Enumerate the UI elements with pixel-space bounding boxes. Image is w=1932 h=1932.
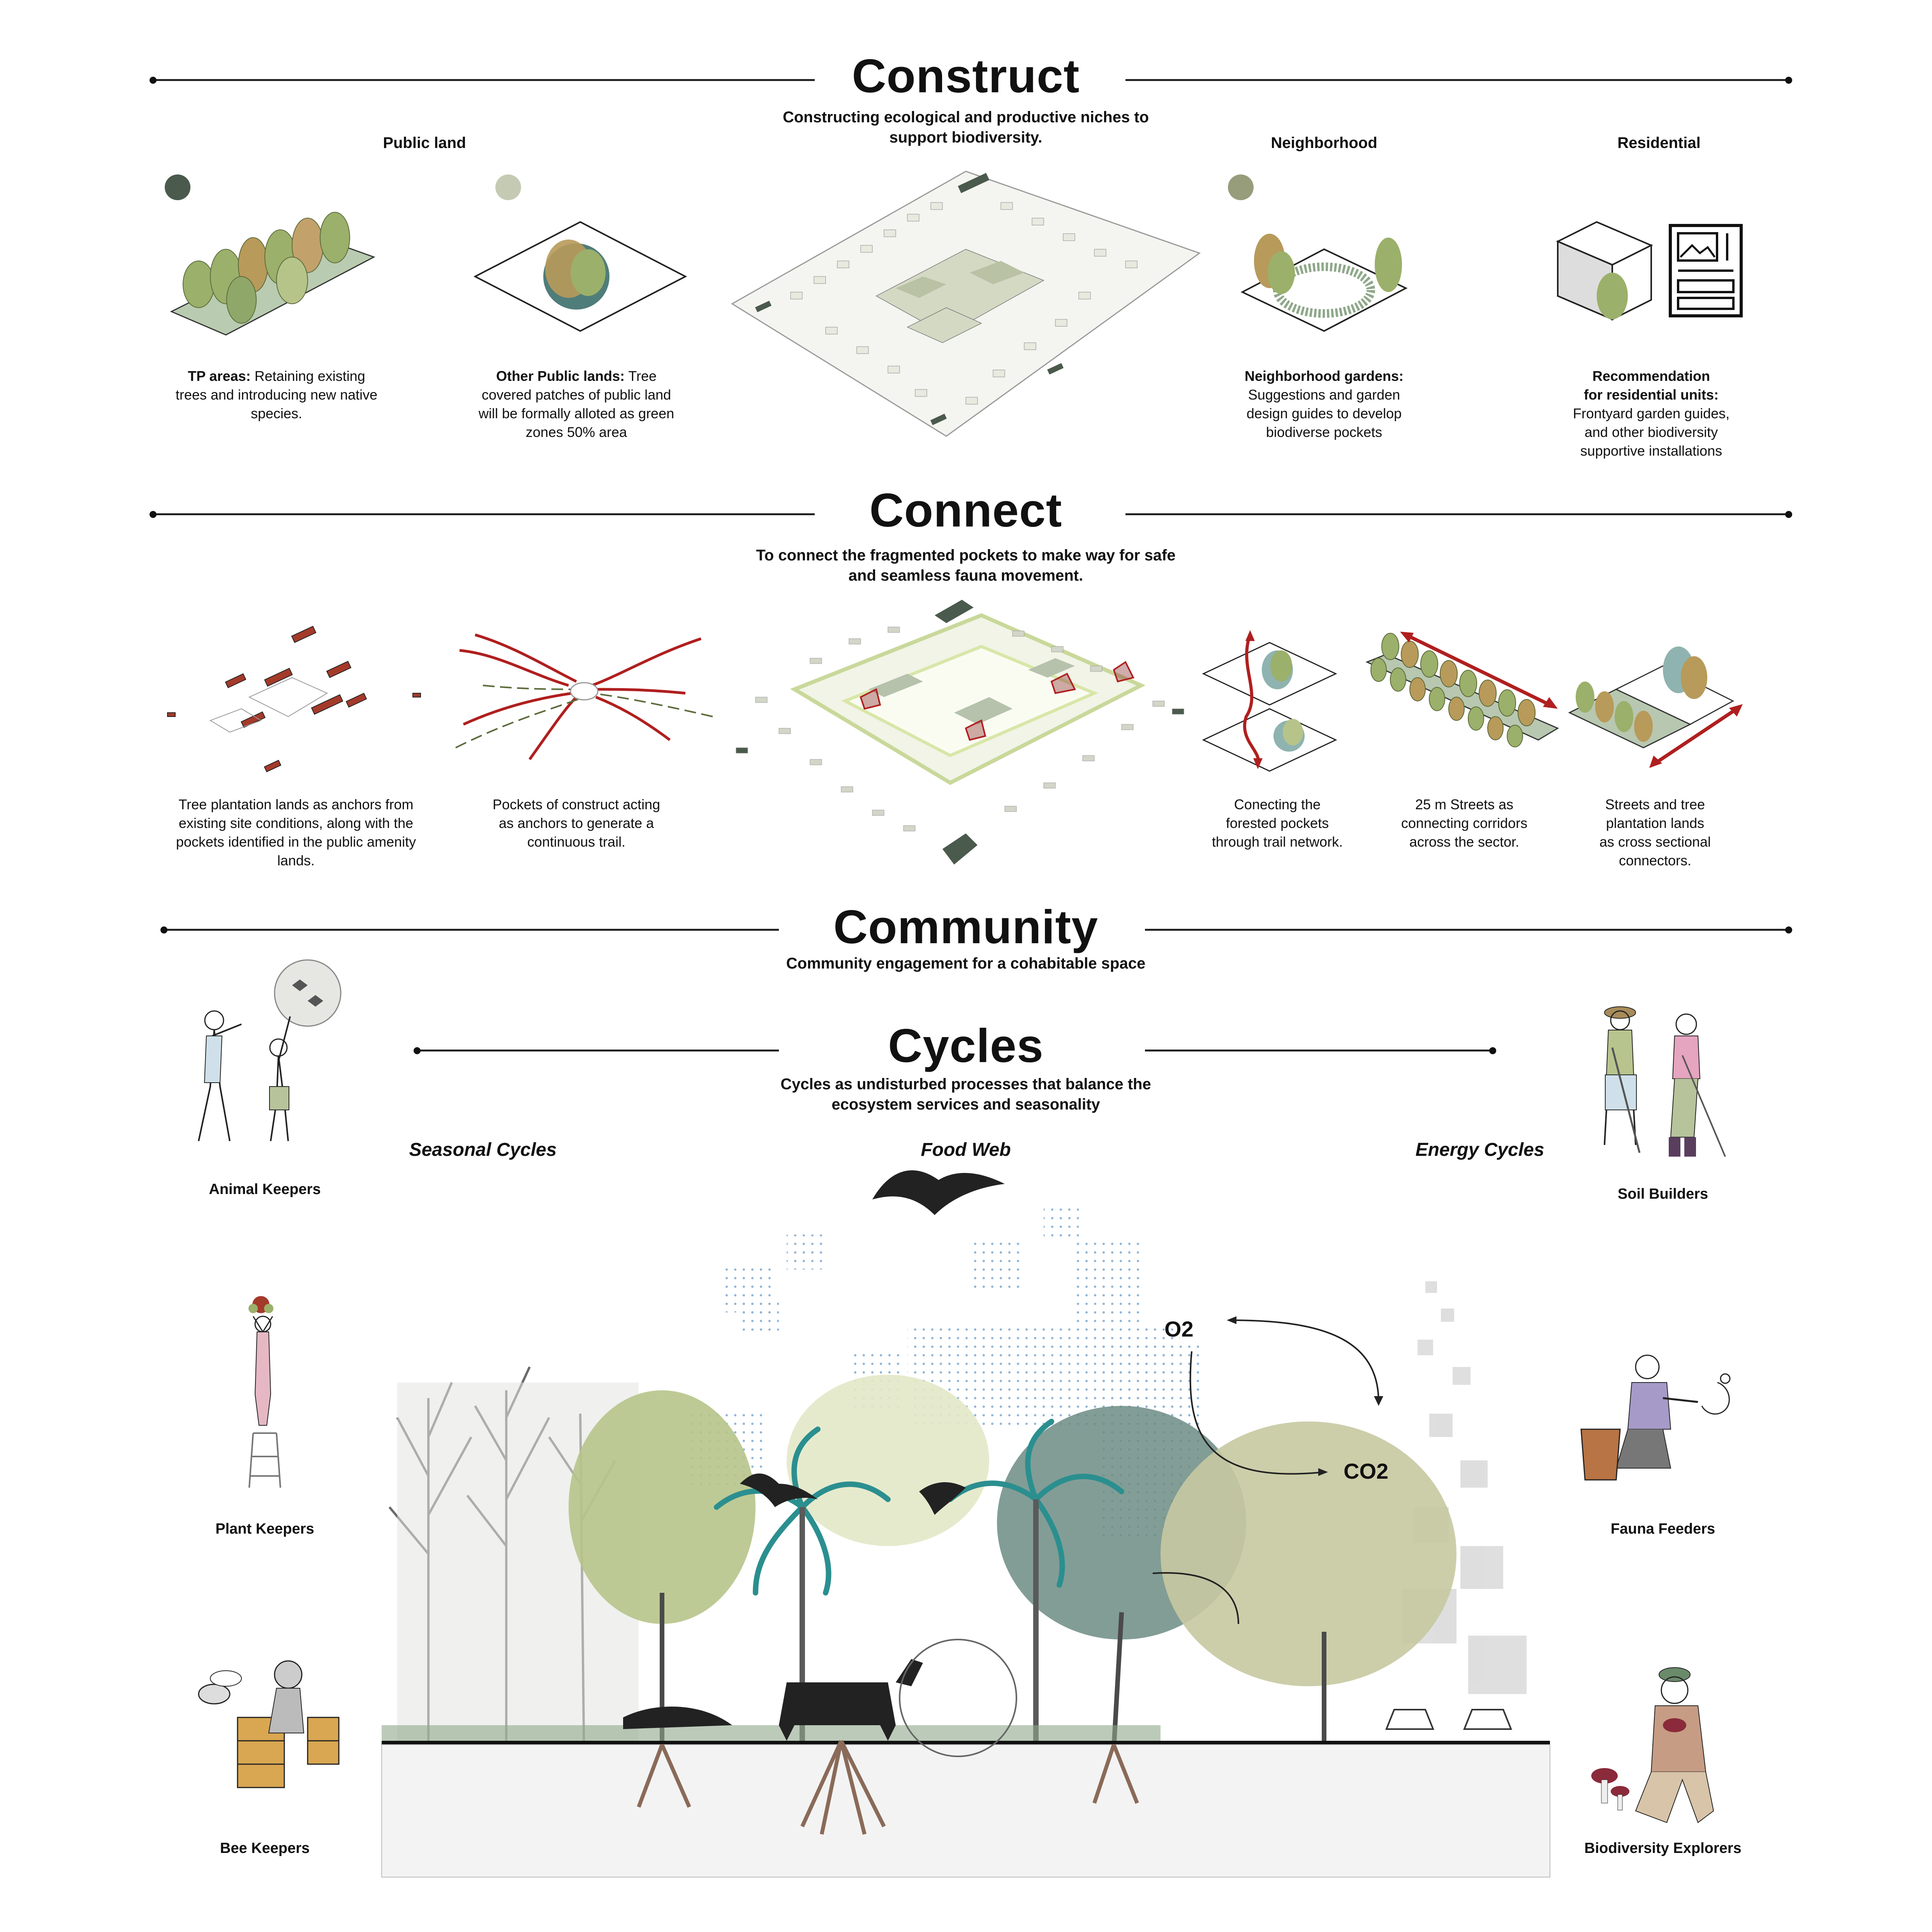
plantation-anchors-diagram [164,619,436,775]
connect-caption-5 [1566,795,1745,870]
connect-rule-right-dot [1785,511,1792,518]
construct-subtitle-line2: support biodiversity. [889,129,1043,146]
cycles-rule-right-dot [1489,1047,1496,1054]
connect-subtitle [674,545,1258,586]
construct-rule-left-dot [150,77,157,84]
animal-keepers-label: Animal Keepers [209,1181,321,1198]
plant-keepers-label: Plant Keepers [215,1521,314,1537]
connect-rule-left-dot [150,511,157,518]
connect-caption-2-line3: continuous trail. [527,834,626,850]
construct-rule-right-dot [1785,77,1792,84]
tp-areas-bold: TP areas: [188,368,251,384]
connect-caption-1-line1: Tree plantation lands as anchors from [178,796,414,812]
ecosystem-section-illustration [382,1164,1550,1877]
neighborhood-gardens-text-1: Suggestions and garden [1248,387,1400,403]
light-sage-swatch [495,174,521,200]
garden-guide-document-icon [1669,224,1743,317]
biodiversity-explorers-illustration [1581,1663,1737,1834]
neighborhood-heading: Neighborhood [1271,134,1377,151]
other-public-lands-text-2: covered patches of public land [481,387,671,403]
tp-areas-text-1: Retaining existing [250,368,365,384]
residential-recommendation-caption [1530,367,1772,460]
other-public-land-illustration [471,218,689,335]
tp-areas-caption [156,367,397,423]
residential-text-1: Frontyard garden guides, [1573,405,1730,421]
connect-title: Connect [869,484,1062,537]
community-rule-left [164,929,779,931]
mid-olive-swatch [1228,174,1254,200]
other-public-lands-text-3: will be formally alloted as green [478,405,675,421]
residential-heading: Residential [1617,134,1701,151]
residential-bold-2: for residential units: [1583,387,1719,403]
connect-subtitle-line2: and seamless fauna movement. [848,567,1083,584]
connect-caption-4 [1375,795,1554,851]
connect-subtitle-line1: To connect the fragmented pockets to make way for safe [756,547,1176,564]
residential-bold-1: Recommendation [1592,368,1710,384]
energy-cycles-heading: Energy Cycles [1415,1139,1545,1160]
connect-caption-3-line3: through trail network. [1212,834,1343,850]
community-rule-right [1145,929,1788,931]
street-corridor-diagram [1363,627,1566,752]
community-title: Community [833,900,1098,953]
connect-caption-5-line3: as cross sectional [1599,834,1711,850]
residential-text-3: supportive installations [1580,443,1722,459]
plant-keepers-illustration [230,1293,300,1495]
community-rule-left-dot [160,926,167,933]
dark-green-swatch [165,174,190,200]
cycles-rule-left-dot [414,1047,421,1054]
construct-title: Construct [852,49,1080,102]
public-land-heading: Public land [383,134,466,151]
tp-areas-text-2: trees and introducing new native [175,387,378,403]
connect-network-map [732,600,1199,865]
community-rule-right-dot [1785,926,1792,933]
cycles-rule-left [417,1050,779,1051]
neighborhood-gardens-bold: Neighborhood gardens: [1245,368,1404,384]
connect-caption-5-line2: plantation lands [1606,815,1705,831]
connect-caption-2 [456,795,697,851]
other-public-lands-caption [456,367,697,442]
co2-label: CO2 [1344,1459,1389,1483]
connect-caption-1-line3: pockets identified in the public amenity [176,834,416,850]
neighborhood-garden-illustration [1238,226,1410,335]
tp-areas-text-3: species. [250,405,303,421]
residential-text-2: and other biodiversity [1584,424,1718,440]
bee-keepers-label: Bee Keepers [220,1840,310,1856]
residential-unit-icon [1554,218,1663,327]
connect-rule-left [153,513,815,515]
connect-caption-3-line1: Conecting the [1234,796,1321,812]
connect-caption-2-line1: Pockets of construct acting [492,796,660,812]
community-subtitle: Community engagement for a cohabitable space [786,955,1146,972]
other-public-lands-text-4: zones 50% area [525,424,627,440]
connect-caption-2-line2: as anchors to generate a [498,815,654,831]
cycles-subtitle-line2: ecosystem services and seasonality [831,1096,1100,1113]
neighborhood-gardens-text-3: biodiverse pockets [1266,424,1383,440]
connect-caption-3-line2: forested pockets [1226,815,1329,831]
connect-caption-5-line1: Streets and tree [1605,796,1705,812]
connect-caption-3 [1188,795,1367,851]
connect-caption-4-line1: 25 m Streets as [1415,796,1514,812]
cycles-title: Cycles [888,1019,1044,1072]
connect-caption-1 [156,795,436,870]
biodiversity-explorers-label: Biodiversity Explorers [1584,1840,1742,1856]
soil-builders-illustration [1581,997,1737,1164]
o2-label: O2 [1164,1317,1194,1341]
soil-builders-label: Soil Builders [1617,1186,1708,1202]
fauna-feeders-label: Fauna Feeders [1610,1521,1715,1537]
continuous-trail-diagram [452,631,717,771]
animal-keepers-illustration [183,958,347,1161]
fauna-feeders-illustration [1569,1351,1745,1492]
connect-caption-4-line2: connecting corridors [1401,815,1528,831]
neighborhood-gardens-caption [1203,367,1445,442]
tp-area-tree-strip-illustration [164,203,382,343]
other-public-lands-text-1: Tree [625,368,657,384]
cycles-subtitle [693,1074,1238,1115]
connect-caption-1-line4: lands. [277,852,315,868]
construct-rule-right [1125,79,1788,81]
seasonal-cycles-heading: Seasonal Cycles [409,1139,557,1160]
other-public-lands-bold: Other Public lands: [496,368,625,384]
construct-site-map [728,164,1203,444]
connect-caption-4-line3: across the sector. [1409,834,1520,850]
forested-pockets-trail-diagram [1199,627,1340,775]
construct-rule-left [153,79,815,81]
food-web-heading: Food Web [921,1139,1011,1160]
cycles-subtitle-line1: Cycles as undisturbed processes that balance the [780,1076,1151,1093]
cycles-rule-right [1145,1050,1492,1051]
connect-rule-right [1125,513,1788,515]
construct-subtitle [693,107,1238,148]
bee-keepers-illustration [191,1651,347,1807]
connect-caption-1-line2: existing site conditions, along with the [178,815,414,831]
neighborhood-gardens-text-2: design guides to develop [1246,405,1402,421]
construct-subtitle-line1: Constructing ecological and productive niches to [782,109,1149,126]
connect-caption-5-line4: connectors. [1619,852,1692,868]
cross-sectional-connector-diagram [1562,639,1752,771]
